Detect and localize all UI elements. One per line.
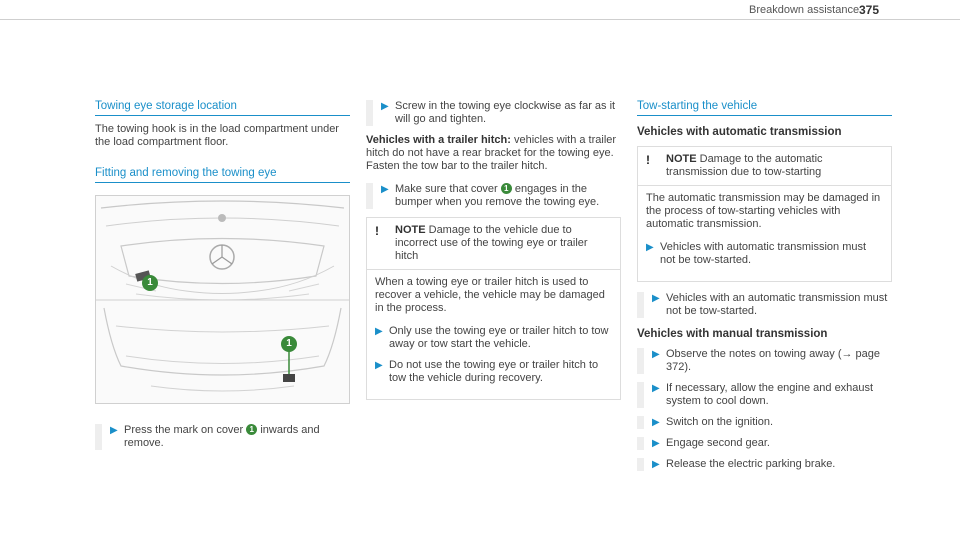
- note-step-must-not: ▶ Vehicles with automatic transmission must not be tow-started.: [646, 241, 867, 266]
- section-title-tow-starting: Tow-starting the vehicle: [637, 100, 892, 116]
- warning-icon: !: [375, 224, 379, 238]
- note-body-text: The automatic transmission may be damaged in the process of tow-starting vehicles with automatic transmission.: [646, 192, 881, 230]
- note-box-automatic: ! NOTE Damage to the automatic transmission due to tow-starting The automatic transmission may be damaged in the process of tow-starting vehicles with automatic transmission. ▶ Vehicles with automatic transmission must not be tow-started.: [637, 146, 892, 282]
- step-manual-5: ▶ Release the electric parking brake.: [637, 458, 892, 471]
- step-cover-engages: ▶ Make sure that cover 1 engages in the bumper when you remove the towing eye.: [366, 183, 621, 209]
- note-box-towing-damage: ! NOTE Damage to the vehicle due to incorrect use of the towing eye or trailer hitch When a towing eye or trailer hitch is used to recover a vehicle, the vehicle may be damaged in the process. ▶ Only use the towing eye or trailer hitch to tow away or tow start the vehicle. ▶ Do not use the towing eye or trailer hitch to tow the vehicle during recovery.: [366, 217, 621, 400]
- step-automatic-no-tow: ▶ Vehicles with an automatic transmission must not be tow-started.: [637, 292, 892, 318]
- trailer-hitch-paragraph: Vehicles with a trailer hitch: vehicles with a trailer hitch do not have a rear bracket for the towing eye. Fasten the tow bar to the trailer hitch.: [366, 134, 617, 172]
- step-arrow-icon: ▶: [646, 242, 654, 253]
- step-arrow-icon: ▶: [381, 101, 389, 112]
- step-manual-2: ▶ If necessary, allow the engine and exhaust system to cool down.: [637, 382, 892, 408]
- step-manual-1: ▶ Observe the notes on towing away (→ page 372).: [637, 348, 892, 374]
- note-step-do-not-use: ▶ Do not use the towing eye or trailer hitch to tow the vehicle during recovery.: [375, 359, 599, 384]
- column-middle: [366, 100, 621, 408]
- figure-callout-1-front: 1: [142, 275, 158, 291]
- step-arrow-icon: ▶: [381, 184, 389, 195]
- note-step-only-use: ▶ Only use the towing eye or trailer hitch to tow away or tow start the vehicle.: [375, 325, 609, 350]
- step-arrow-icon: ▶: [652, 438, 660, 449]
- step-press-cover: ▶ Press the mark on cover 1 inwards and remove.: [95, 424, 350, 450]
- page-number: 375: [859, 3, 880, 17]
- step-arrow-icon: ▶: [652, 293, 660, 304]
- step-arrow-icon: ▶: [375, 326, 383, 337]
- header-rule: [0, 19, 960, 20]
- header-section-title: Breakdown assistance: [749, 4, 860, 16]
- step-arrow-icon: ▶: [652, 383, 660, 394]
- subtitle-automatic: Vehicles with automatic transmission: [637, 126, 842, 138]
- cover-callout-badge: 1: [246, 424, 257, 435]
- warning-icon: !: [646, 153, 650, 167]
- step-arrow-icon: ▶: [375, 360, 383, 371]
- step-arrow-icon: ▶: [652, 417, 660, 428]
- figure-callout-1-rear: 1: [281, 336, 297, 352]
- storage-paragraph: The towing hook is in the load compartment under the load compartment floor.: [95, 123, 339, 148]
- step-arrow-icon: ▶: [652, 349, 660, 360]
- note-body-text: When a towing eye or trailer hitch is used to recover a vehicle, the vehicle may be damaged in the process.: [375, 276, 605, 314]
- subtitle-manual: Vehicles with manual transmission: [637, 328, 828, 340]
- note-label: NOTE: [666, 153, 697, 165]
- cover-callout-badge: 1: [501, 183, 512, 194]
- step-arrow-icon: ▶: [110, 425, 118, 436]
- section-title-fitting: Fitting and removing the towing eye: [95, 167, 350, 183]
- section-title-storage: Towing eye storage location: [95, 100, 350, 116]
- column-right: [637, 100, 892, 479]
- note-label: NOTE: [395, 224, 426, 236]
- towing-eye-figure: [95, 195, 350, 404]
- step-arrow-icon: ▶: [652, 459, 660, 470]
- column-left: [95, 100, 350, 458]
- step-manual-4: ▶ Engage second gear.: [637, 437, 892, 450]
- step-screw-in: ▶ Screw in the towing eye clockwise as far as it will go and tighten.: [366, 100, 621, 126]
- car-bumper-illustration: [96, 196, 349, 403]
- step-manual-3: ▶ Switch on the ignition.: [637, 416, 892, 429]
